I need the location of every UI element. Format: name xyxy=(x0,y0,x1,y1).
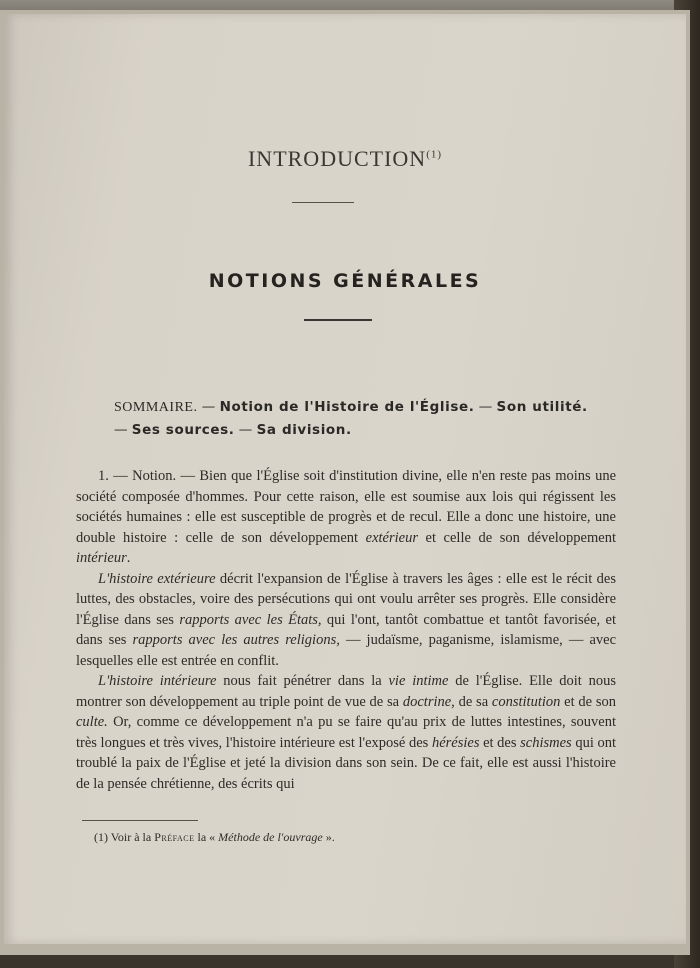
text-run: . xyxy=(126,550,131,566)
emphasis: rapports avec les autres religions, xyxy=(132,632,340,648)
text-run: et des xyxy=(479,734,521,751)
text-run: Voir à la xyxy=(108,830,155,844)
summary-item: Notion de l'Histoire de l'Église. xyxy=(219,399,475,415)
title-divider xyxy=(292,202,354,203)
summary-separator: — xyxy=(234,422,257,438)
summary-label: SOMMAIRE. xyxy=(114,400,198,415)
emphasis: Méthode de l'ouvrage xyxy=(218,830,323,844)
text-run: la « xyxy=(194,830,219,844)
footnote-divider xyxy=(82,820,198,821)
footnote-reference: (1) xyxy=(426,148,443,161)
summary-item: Ses sources. xyxy=(131,422,235,438)
summary-separator: — xyxy=(474,399,497,415)
text-run: de l'Église. Elle doit nous montrer son développement au triple point de vue de sa xyxy=(76,673,616,710)
section-heading-inline: Notion. xyxy=(132,468,177,484)
summary-separator: — xyxy=(197,399,220,415)
page-title xyxy=(4,146,686,172)
emphasis: L'histoire extérieure xyxy=(98,570,216,587)
heading-divider xyxy=(304,319,372,321)
text-run: et de son xyxy=(560,693,617,710)
book-page xyxy=(4,14,686,944)
summary-item: Sa division. xyxy=(256,422,352,438)
emphasis: L'histoire intérieure xyxy=(98,673,217,689)
summary xyxy=(114,396,594,441)
text-run: Bien que l'Église soit d'institution divine, elle n'en reste pas moins une société composée d'hommes. Pour cette raison, elle est soumise aux lois qui régissent les sociétés humaines : elle est susceptible de progrès et de recul. Elle a donc une histoire, une double histoire : celle de son développement xyxy=(76,468,617,546)
emphasis: vie intime xyxy=(388,673,449,689)
emphasis: culte. xyxy=(76,714,108,730)
paragraph xyxy=(76,569,616,672)
body-text xyxy=(76,466,616,794)
emphasis: rapports avec les États, xyxy=(179,611,322,628)
text-run: — judaïsme, paganisme, islamisme, — avec lesquelles elle est entrée en conflit. xyxy=(76,632,617,669)
paragraph: 1. — Notion. — Bien que l'Église soit d'institution divine, elle n'en reste pas moins une société composée d'hommes. Pour cette raison, elle est soumise aux lois qui régissent les sociétés humaines : elle est susceptible de progrès et de recul. Elle a donc une histoire, une double histoire : celle de son développement extérieur et celle de son développement intérieur. xyxy=(76,468,617,566)
text-run: qui ont troublé la paix de l'Église et jeté la division dans son sein. De ce fait, elle est aussi l'histoire de la pensée chrétienne, des écrits qui xyxy=(76,734,617,792)
emphasis: doctrine, xyxy=(402,693,455,710)
small-caps-text: Préface xyxy=(154,830,195,844)
text-run: décrit l'expansion de l'Église à travers les âges : elle est le récit des luttes, des obstacles, voire des persécutions qui ont voulu arrêter ses progrès. Elle considère l'Église dans ses xyxy=(76,570,616,628)
text-run: qui l'ont, tantôt combattue et tantôt favorisée, et dans ses xyxy=(76,611,617,648)
emphasis: extérieur xyxy=(365,529,418,546)
emphasis: hérésies xyxy=(431,734,480,751)
emphasis: schismes xyxy=(520,734,572,751)
text-run: ». xyxy=(322,830,335,844)
section-number: 1. xyxy=(98,468,109,484)
footnote xyxy=(94,830,335,845)
emphasis: constitution xyxy=(491,693,561,710)
footnote-mark: (1) xyxy=(94,830,108,844)
emphasis: intérieur xyxy=(76,550,127,566)
summary-item: Son utilité. xyxy=(496,399,588,415)
summary-separator: — xyxy=(114,422,132,438)
paragraph xyxy=(76,671,616,794)
section-heading: NOTIONS GÉNÉRALES xyxy=(208,270,482,292)
title-text: INTRODUCTION xyxy=(247,146,427,171)
text-run: nous fait pénétrer dans la xyxy=(216,673,389,689)
text-run: de sa xyxy=(454,693,492,710)
text-run: Or, comme ce développement n'a pu se faire qu'au prix de luttes intestines, souvent très longues et très vives, l'histoire intérieure est l'exposé des xyxy=(76,714,616,751)
text-run: et celle de son développement xyxy=(417,529,616,546)
